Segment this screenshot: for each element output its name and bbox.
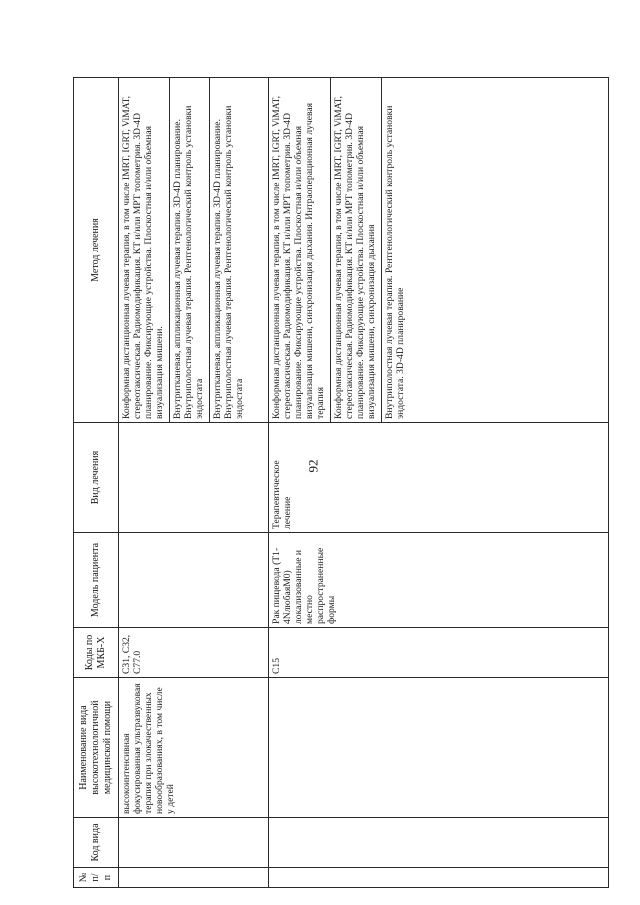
header-name: Наименование вида высокотехнологичной медицинской помощи [74, 678, 119, 818]
cell-code [119, 818, 269, 868]
method-text: Внутритканевая, аппликационная лучевая терапия. 3D-4D планирование. Внутриполостная лучевая терапия. Рентгенологический контроль установки эндостата [169, 78, 207, 422]
cell-mkb: C15 [269, 628, 609, 678]
cell-name: высокоинтенсивная фокусированная ультразвуковая терапия при злокачественных новообразованиях, в том числе у детей [119, 678, 269, 818]
method-text: Внутритканевая, аппликационная лучевая терапия. 3D-4D планирование. Внутриполостная лучевая терапия. Рентгенологический контроль установки эндостата [209, 78, 247, 422]
cell-num [269, 868, 609, 888]
cell-kind [119, 423, 269, 533]
cell-model: Рак пищевода (T1-4NлюбаяM0) локализованные и местно распространенные формы [269, 533, 609, 628]
header-method: Метод лечения [74, 78, 119, 423]
cell-num [119, 868, 269, 888]
cell-method [269, 78, 609, 423]
medical-care-table [73, 77, 609, 888]
table-row [269, 78, 609, 888]
method-text: Конформная дистанционная лучевая терапия, в том числе IMRT, IGRT, ViMAT, стереотаксическая. Радиомодификация. КТ и/или МРТ топометрия. 3D-4D планирование. Фиксирующие устройства. Плоскостная и/или объемная визуализация мишени, синхронизация дыхания. Интраоперационная лучевая терапия [271, 95, 326, 419]
header-code: Код вида [74, 818, 119, 868]
rotated-table-sheet [73, 78, 613, 888]
method-text: Внутриполостная лучевая терапия. Рентгенологический контроль установки эндостата. 3D-4D планирование [381, 78, 408, 422]
cell-model [119, 533, 269, 628]
method-text: Конформная дистанционная лучевая терапия, в том числе IMRT, IGRT, ViMAT, стереотаксическая. Радиомодификация. КТ и/или МРТ топометрия. 3D-4D планирование. Фиксирующие устройства. Плоскостная и/или объемная визуализация мишени, синхронизация дыхания [330, 78, 379, 422]
table-header-row [74, 78, 119, 888]
page-number: 92 [305, 459, 321, 473]
header-kind: Вид лечения [74, 423, 119, 533]
cell-code [269, 818, 609, 868]
cell-kind: Терапевтическое лечение [269, 423, 609, 533]
table-row [119, 78, 269, 888]
header-mkb: Коды по МКБ-Х [74, 628, 119, 678]
header-model: Модель пациента [74, 533, 119, 628]
method-text: Конформная дистанционная лучевая терапия, в том числе IMRT, IGRT, ViMAT, стереотаксическая. Радиомодификация. КТ и/или МРТ топометрия. 3D-4D планирование. Фиксирующие устройства. Плоскостная и/или объемная визуализация мишени. [121, 95, 165, 419]
cell-mkb: C31, C32, C77.0 [119, 628, 269, 678]
cell-method [119, 78, 269, 423]
header-num: № п/п [74, 868, 119, 888]
cell-name [269, 678, 609, 818]
